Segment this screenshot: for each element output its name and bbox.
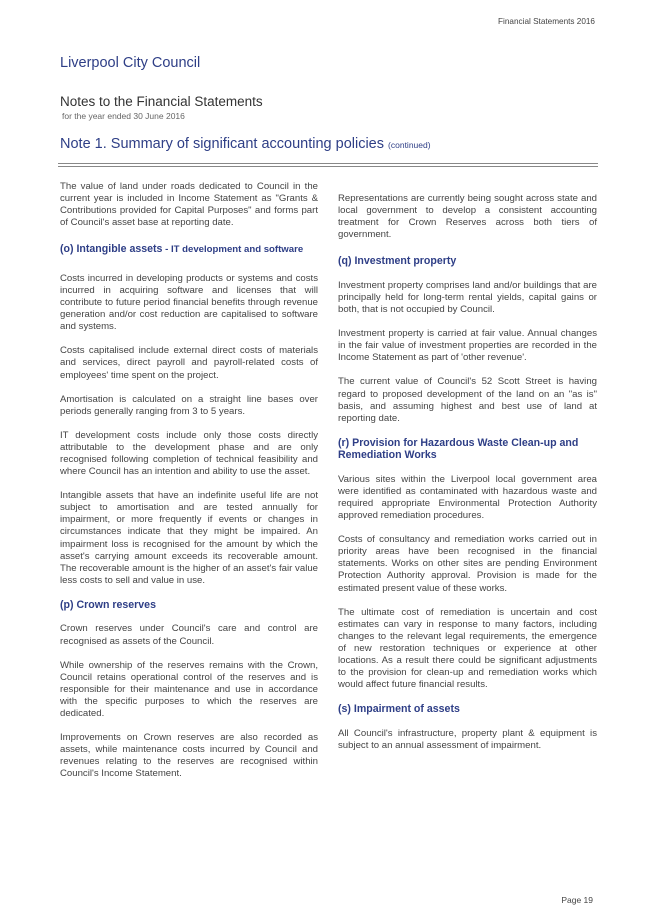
council-name: Liverpool City Council — [60, 55, 201, 71]
paragraph: Intangible assets that have an indefinite useful life are not subject to amortisation and are tested annually for impairment, or more frequently if events or changes in circumstances indicate that they might be impaired. An impairment loss is recognised for the amount by which the asset's carrying amount exceeds its recoverable amount. The recoverable amount is the higher of an asset's fair value less costs to sell and value in use. — [60, 490, 318, 586]
section-heading-o — [60, 243, 318, 257]
note-heading — [60, 136, 431, 152]
paragraph: Various sites within the Liverpool local government area were identified as contaminated with hazardous waste and required appropriate Environmental Protection Authority approved remediation procedures. — [338, 473, 597, 522]
paragraph: The current value of Council's 52 Scott Street is having regard to proposed development of the land on an "as is" basis, and assuming highest and best use of land at reporting date. — [338, 376, 597, 424]
section-heading-q: (q) Investment property — [338, 255, 457, 268]
reporting-period: for the year ended 30 June 2016 — [62, 111, 185, 121]
paragraph: The value of land under roads dedicated to Council in the current year is included in Income Statement as "Grants & Contributions provided for Capital Purposes" and forms part of Council's asset base at reporting date. — [60, 181, 318, 229]
paragraph: Crown reserves under Council's care and control are recognised as assets of the Council. — [60, 623, 318, 647]
divider-bottom — [58, 166, 598, 167]
paragraph: All Council's infrastructure, property plant & equipment is subject to an annual assessment of impairment. — [338, 727, 597, 751]
paragraph: Representations are currently being sought across state and local government to develop a consistent accounting treatment for Crown Reserves across both tiers of government. — [338, 193, 597, 241]
heading-sub: - IT development and software — [162, 244, 304, 256]
paragraph: Amortisation is calculated on a straight line bases over periods generally ranging from 3 to 5 years. — [60, 393, 318, 417]
paragraph: Costs of consultancy and remediation works carried out in priority areas have been recognised in the financial statements. Works on other sites are pending Environment Protection Authority approval. Provision is made for the estimated present value of these works. — [338, 534, 597, 594]
left-column — [60, 181, 318, 780]
paragraph: The ultimate cost of remediation is uncertain and cost estimates can vary in response to many factors, including changes to the relevant legal requirements, the emergence of new restoration techniques or experience at other locations. As a result there could be significant adjustments to the provision for clean-up and remediation works which would affect future financial results. — [338, 606, 597, 691]
paragraph: Investment property is carried at fair value. Annual changes in the fair value of investment properties are recorded in the Income Statement as part of 'other revenue'. — [338, 328, 597, 364]
heading-main: (o) Intangible assets — [60, 243, 163, 256]
section-heading-s: (s) Impairment of assets — [338, 703, 460, 716]
note-title: Note 1. Summary of significant accounting policies — [60, 136, 384, 152]
paragraph: IT development costs include only those costs directly attributable to the development phase and are only recognised following completion of technical feasibility and where Council has an intention and ability to use the asset. — [60, 429, 318, 478]
page-number: Page 19 — [561, 895, 593, 905]
continued-label: (continued) — [388, 140, 431, 150]
paragraph: While ownership of the reserves remains with the Crown, Council retains operational control of the reserves and is responsible for their maintenance and use in accordance with the specific purposes to which the reserves are dedicated. — [60, 659, 318, 719]
right-column — [338, 181, 597, 752]
section-heading-r: (r) Provision for Hazardous Waste Clean-up and Remediation Works — [338, 436, 579, 462]
paragraph: Costs capitalised include external direct costs of materials and services, direct payroll and payroll-related costs of employees' time spent on the project. — [60, 345, 318, 381]
paragraph: Investment property comprises land and/or buildings that are principally held for long-term rental yields, capital gains or both, that is not occupied by Council. — [338, 279, 597, 316]
paragraph: Costs incurred in developing products or systems and costs incurred in acquiring software and licenses that will contribute to future period financial benefits through revenue generation and/or cost reduction are capitalised to software and systems. — [60, 272, 318, 333]
document-title: Financial Statements 2016 — [498, 17, 595, 26]
divider-top — [58, 163, 598, 164]
section-heading-p: (p) Crown reserves — [60, 598, 156, 611]
notes-title: Notes to the Financial Statements — [60, 94, 263, 109]
paragraph: Improvements on Crown reserves are also recorded as assets, while maintenance costs incurred by Council and revenues relating to the reserves are recognised within Council's Income Statement. — [60, 732, 318, 780]
